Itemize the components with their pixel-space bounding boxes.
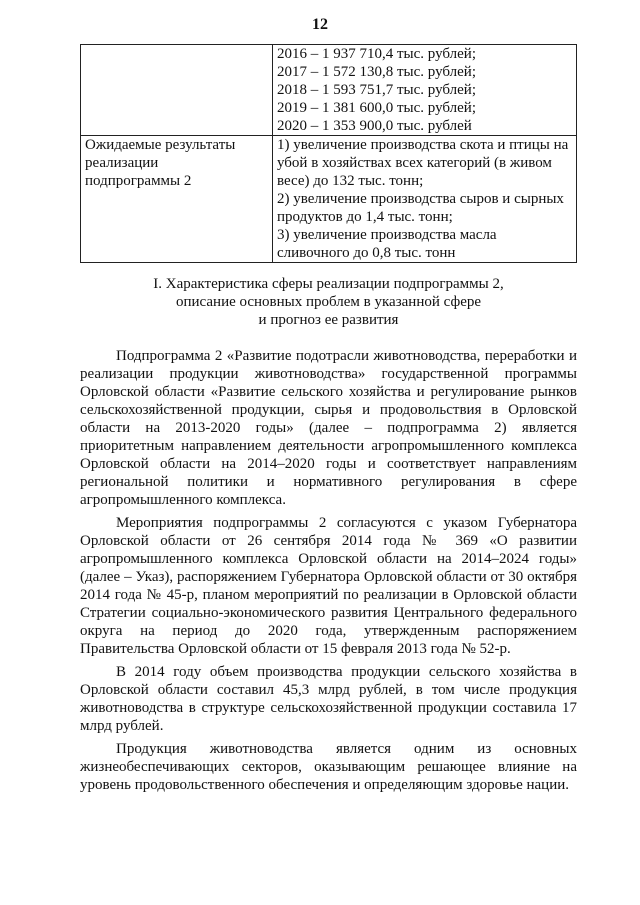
section-title-line: и прогноз ее развития: [258, 312, 399, 328]
section-title: [80, 275, 577, 329]
paragraph-2: Мероприятия подпрограммы 2 согласуются с указом Губернатора Орловской области от 26 сентября 2014 года № 369 «О развитии агропромышленного комплекса Орловской области на 2014–2024 годы» (далее – Указ), распоряжением Губернатора Орловской области от 30 октября 2014 года № 45-р, планом мероприятий по реализации в Орловской области Стратегии социально-экономического развития Центрального федерального округа на период до 2020 года, утвержденным распоряжением Правительства Орловской области от 15 февраля 2013 года № 52-р.: [80, 515, 577, 657]
results-label-line: Ожидаемые результаты: [85, 137, 236, 153]
results-label-cell: [81, 136, 273, 263]
paragraph-3: В 2014 году объем производства продукции сельского хозяйства в Орловской области составил 45,3 млрд рублей, в том числе продукция животноводства в структуре сельскохозяйственной продукции составила 17 млрд рублей.: [80, 664, 577, 734]
results-label-line: реализации: [85, 155, 159, 171]
subprogram-passport-table: [80, 44, 577, 263]
paragraph-4: Продукция животноводства является одним из основных жизнеобеспечивающих секторов, оказывающим решающее влияние на уровень продовольственного обеспечения и определяющим здоровье нации.: [80, 741, 577, 793]
results-row: [81, 136, 577, 263]
results-label-line: подпрограммы 2: [85, 173, 192, 189]
page-number: 12: [312, 16, 328, 33]
paragraph-1: Подпрограмма 2 «Развитие подотрасли животноводства, переработки и реализации продукции животноводства» государственной программы Орловской области «Развитие сельского хозяйства и регулирование рынков сельскохозяйственной продукции, сырья и продовольствия в Орловской области на 2013-2020 годы» (далее – подпрограмма 2) является приоритетным направлением деятельности агропромышленного комплекса Орловской области на 2014–2020 годы и соответствует направлениям региональной политики и нормативного регулирования в сфере агропромышленного комплекса.: [80, 348, 577, 508]
funding-values-cell: [273, 45, 577, 136]
result-item-2: 2) увеличение производства сыров и сырных продуктов до 1,4 тыс. тонн;: [277, 191, 564, 225]
result-item-1: 1) увеличение производства скота и птицы на убой в хозяйствах всех категорий (в живом весе) до 132 тыс. тонн;: [277, 137, 569, 189]
body-text: [80, 347, 577, 799]
funding-line-2017: 2017 – 1 572 130,8 тыс. рублей;: [277, 64, 476, 80]
result-item-3: 3) увеличение производства масла сливочного до 0,8 тыс. тонн: [277, 227, 497, 261]
funding-line-2018: 2018 – 1 593 751,7 тыс. рублей;: [277, 82, 476, 98]
funding-label-cell: [81, 45, 273, 136]
section-title-line: описание основных проблем в указанной сфере: [175, 294, 482, 310]
funding-line-2016: 2016 – 1 937 710,4 тыс. рублей;: [277, 46, 476, 62]
section-title-line: I. Характеристика сферы реализации подпрограммы 2,: [153, 276, 504, 292]
funding-line-2019: 2019 – 1 381 600,0 тыс. рублей;: [277, 100, 476, 116]
funding-row: [81, 45, 577, 136]
funding-line-2020: 2020 – 1 353 900,0 тыс. рублей: [277, 118, 472, 134]
results-values-cell: [273, 136, 577, 263]
